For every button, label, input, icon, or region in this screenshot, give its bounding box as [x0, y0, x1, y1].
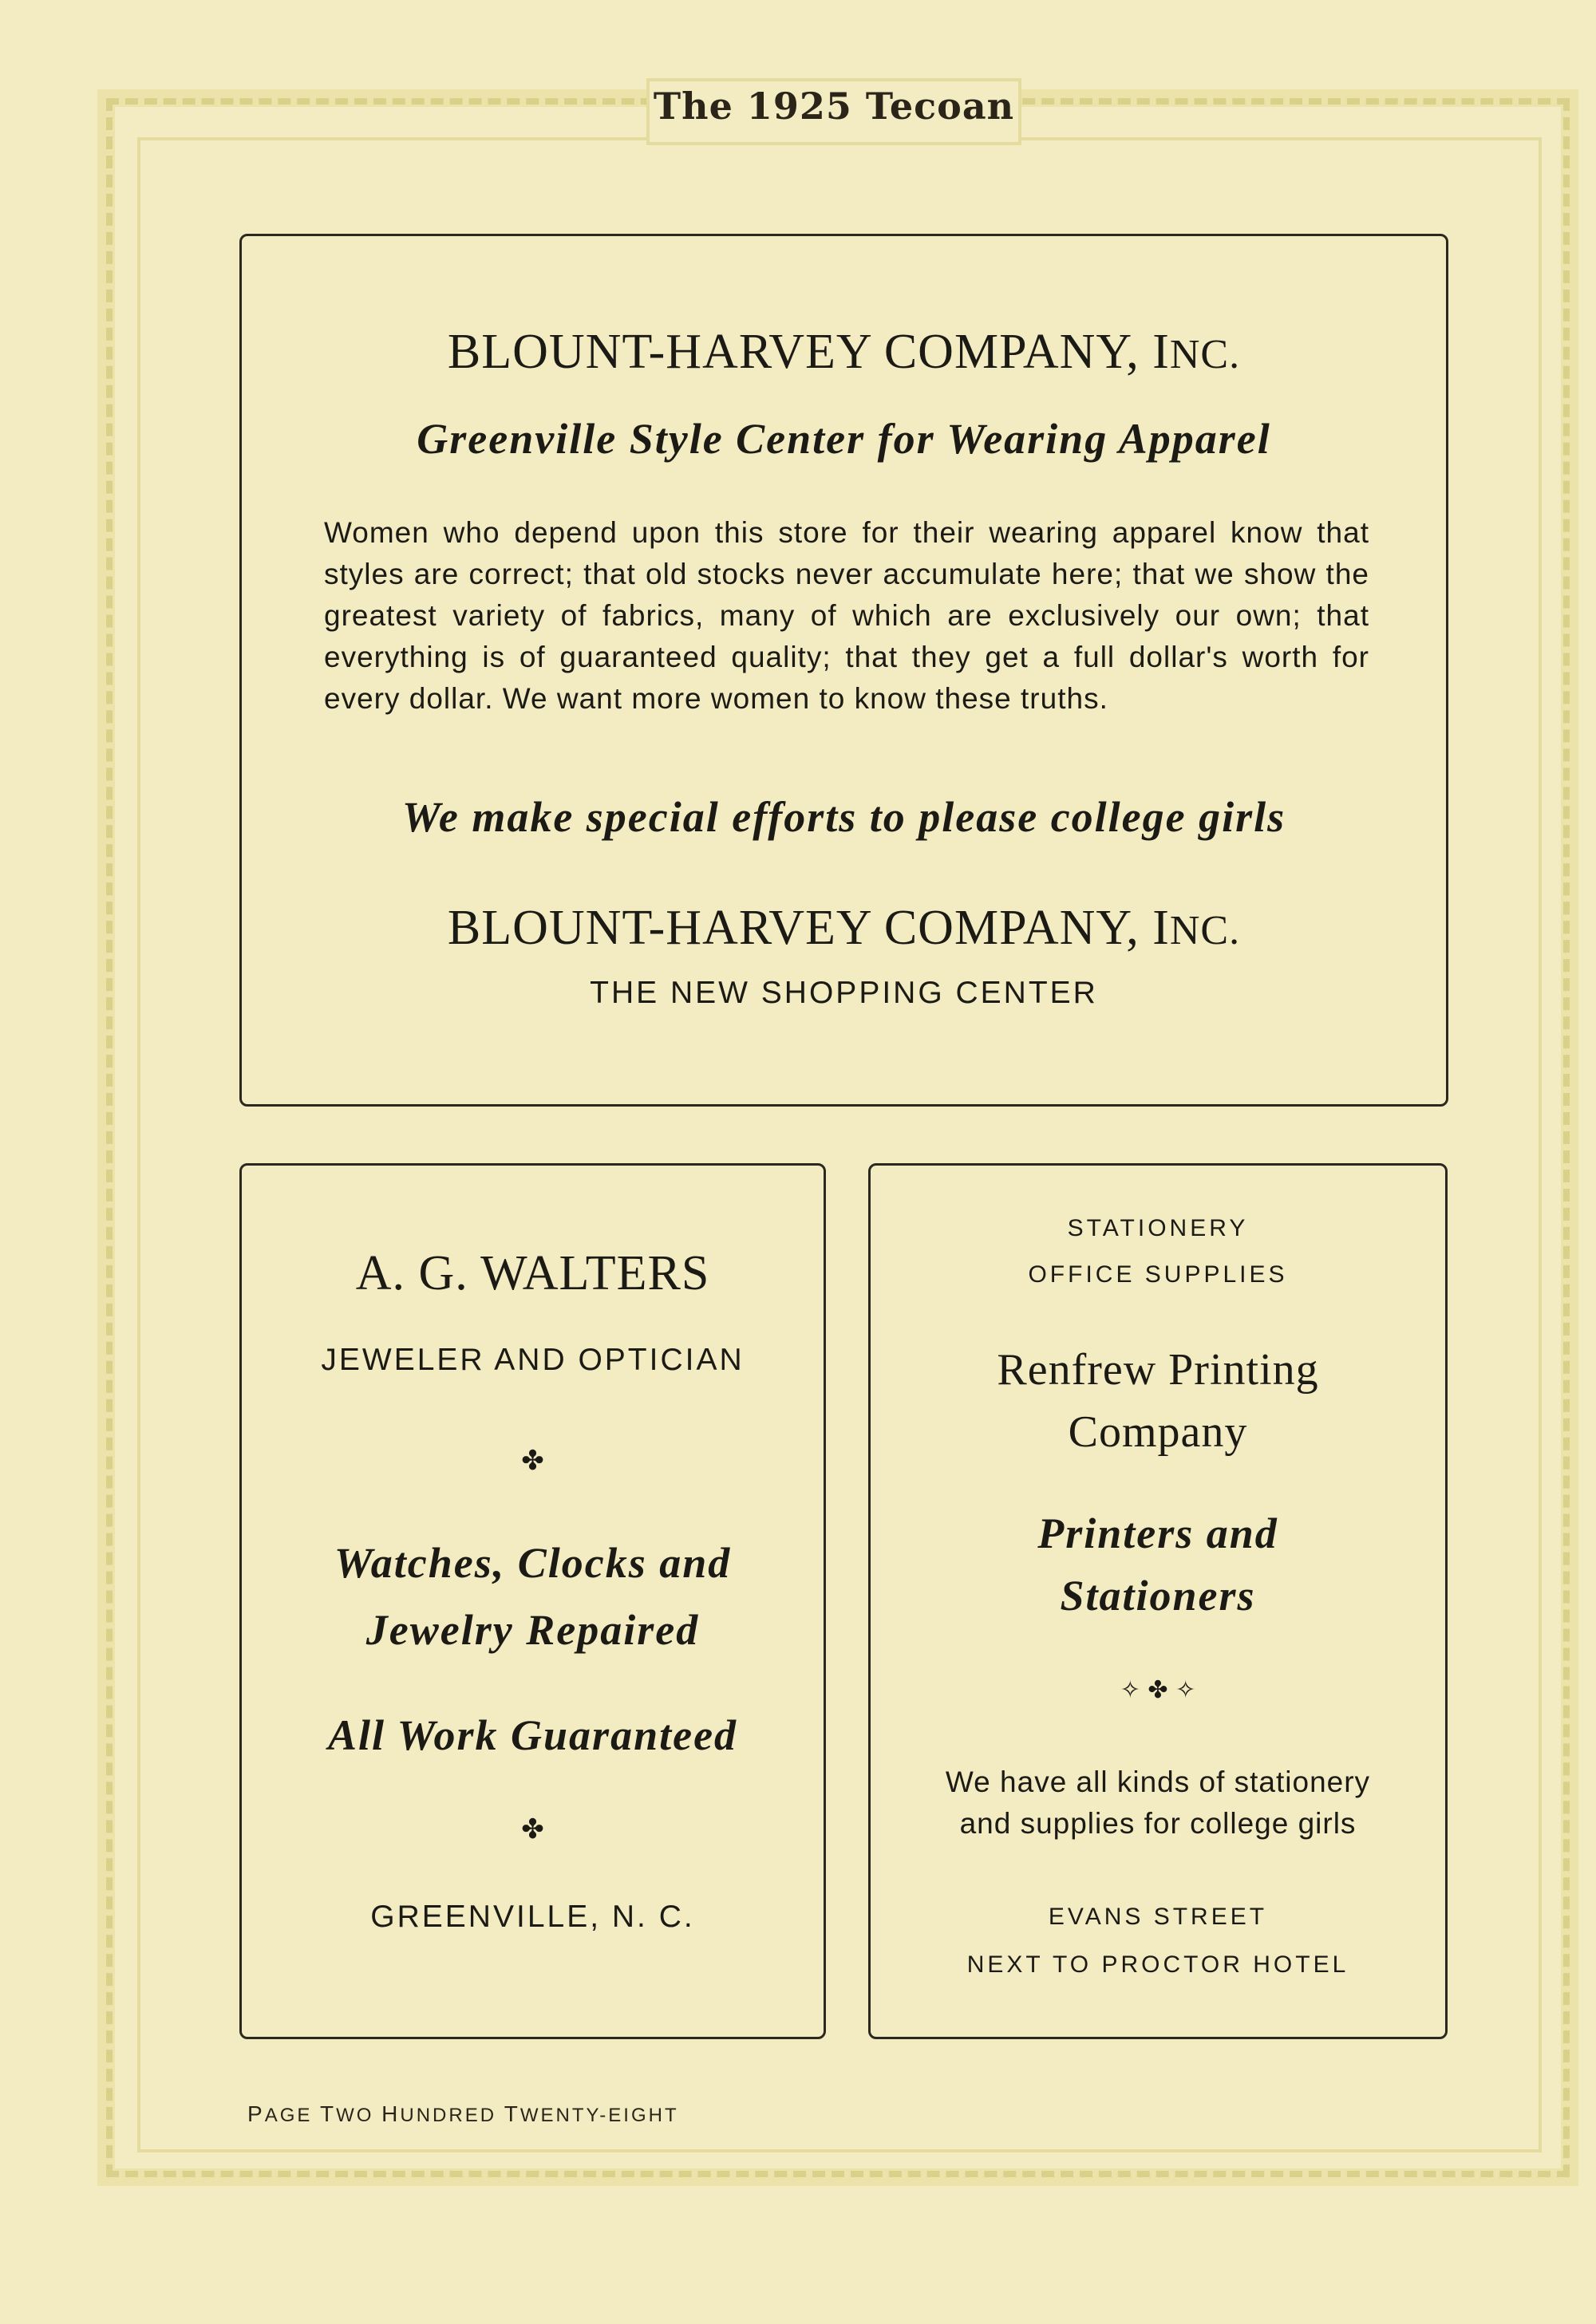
walters-location: GREENVILLE, N. C.	[370, 1900, 695, 1934]
blount-special-line: We make special efforts to please college girls	[401, 793, 1286, 841]
blount-body-text: Women who depend upon this store for their wearing apparel know that styles are correct; that old stocks never accumulate here; that we show the greatest variety of fabrics, many of which are exclusively our own; that everything is of guaranteed quality; that they get a full dollar's worth for every dollar. We want more women to know these truths.	[324, 516, 1369, 715]
renfrew-stationery: STATIONERY	[1067, 1215, 1249, 1241]
renfrew-ad	[868, 1163, 1448, 2039]
walters-guarantee: All Work Guaranteed	[327, 1711, 738, 1759]
blount-subtitle: THE NEW SHOPPING CENTER	[590, 976, 1098, 1010]
renfrew-supply-line-1: We have all kinds of stationery	[945, 1766, 1371, 1798]
renfrew-address-1: EVANS STREET	[1048, 1904, 1268, 1930]
blount-harvey-ad	[239, 234, 1448, 1107]
walters-ornament-icon: ✤	[521, 1445, 544, 1477]
renfrew-supply-line-2: and supplies for college girls	[959, 1807, 1357, 1840]
walters-name: A. G. WALTERS	[355, 1246, 710, 1300]
walters-services-line-1: Watches, Clocks and	[334, 1539, 732, 1587]
running-head: The 1925 Tecoan	[653, 85, 1015, 128]
page-number-folio: PAGE TWO HUNDRED TWENTY-EIGHT	[247, 2101, 679, 2126]
renfrew-trade-line-2: Stationers	[1060, 1572, 1256, 1620]
renfrew-trade-line-1: Printers and	[1037, 1509, 1278, 1557]
renfrew-company-line-1: Renfrew Printing	[997, 1345, 1319, 1395]
walters-profession: JEWELER AND OPTICIAN	[321, 1343, 745, 1377]
walters-services-line-2: Jewelry Repaired	[365, 1606, 700, 1654]
renfrew-company-line-2: Company	[1068, 1407, 1248, 1457]
renfrew-ornament-icon: ✧ ✤ ✧	[1120, 1676, 1196, 1704]
walters-ad	[239, 1163, 826, 2039]
renfrew-office-supplies: OFFICE SUPPLIES	[1028, 1261, 1288, 1288]
walters-ornament-icon-2: ✤	[521, 1813, 544, 1845]
blount-tagline: Greenville Style Center for Wearing Apparel	[417, 415, 1271, 463]
renfrew-address-2: NEXT TO PROCTOR HOTEL	[966, 1951, 1349, 1978]
blount-company-name-footer: BLOUNT-HARVEY COMPANY, INC.	[447, 901, 1241, 955]
blount-company-name: BLOUNT-HARVEY COMPANY, INC.	[447, 325, 1241, 379]
